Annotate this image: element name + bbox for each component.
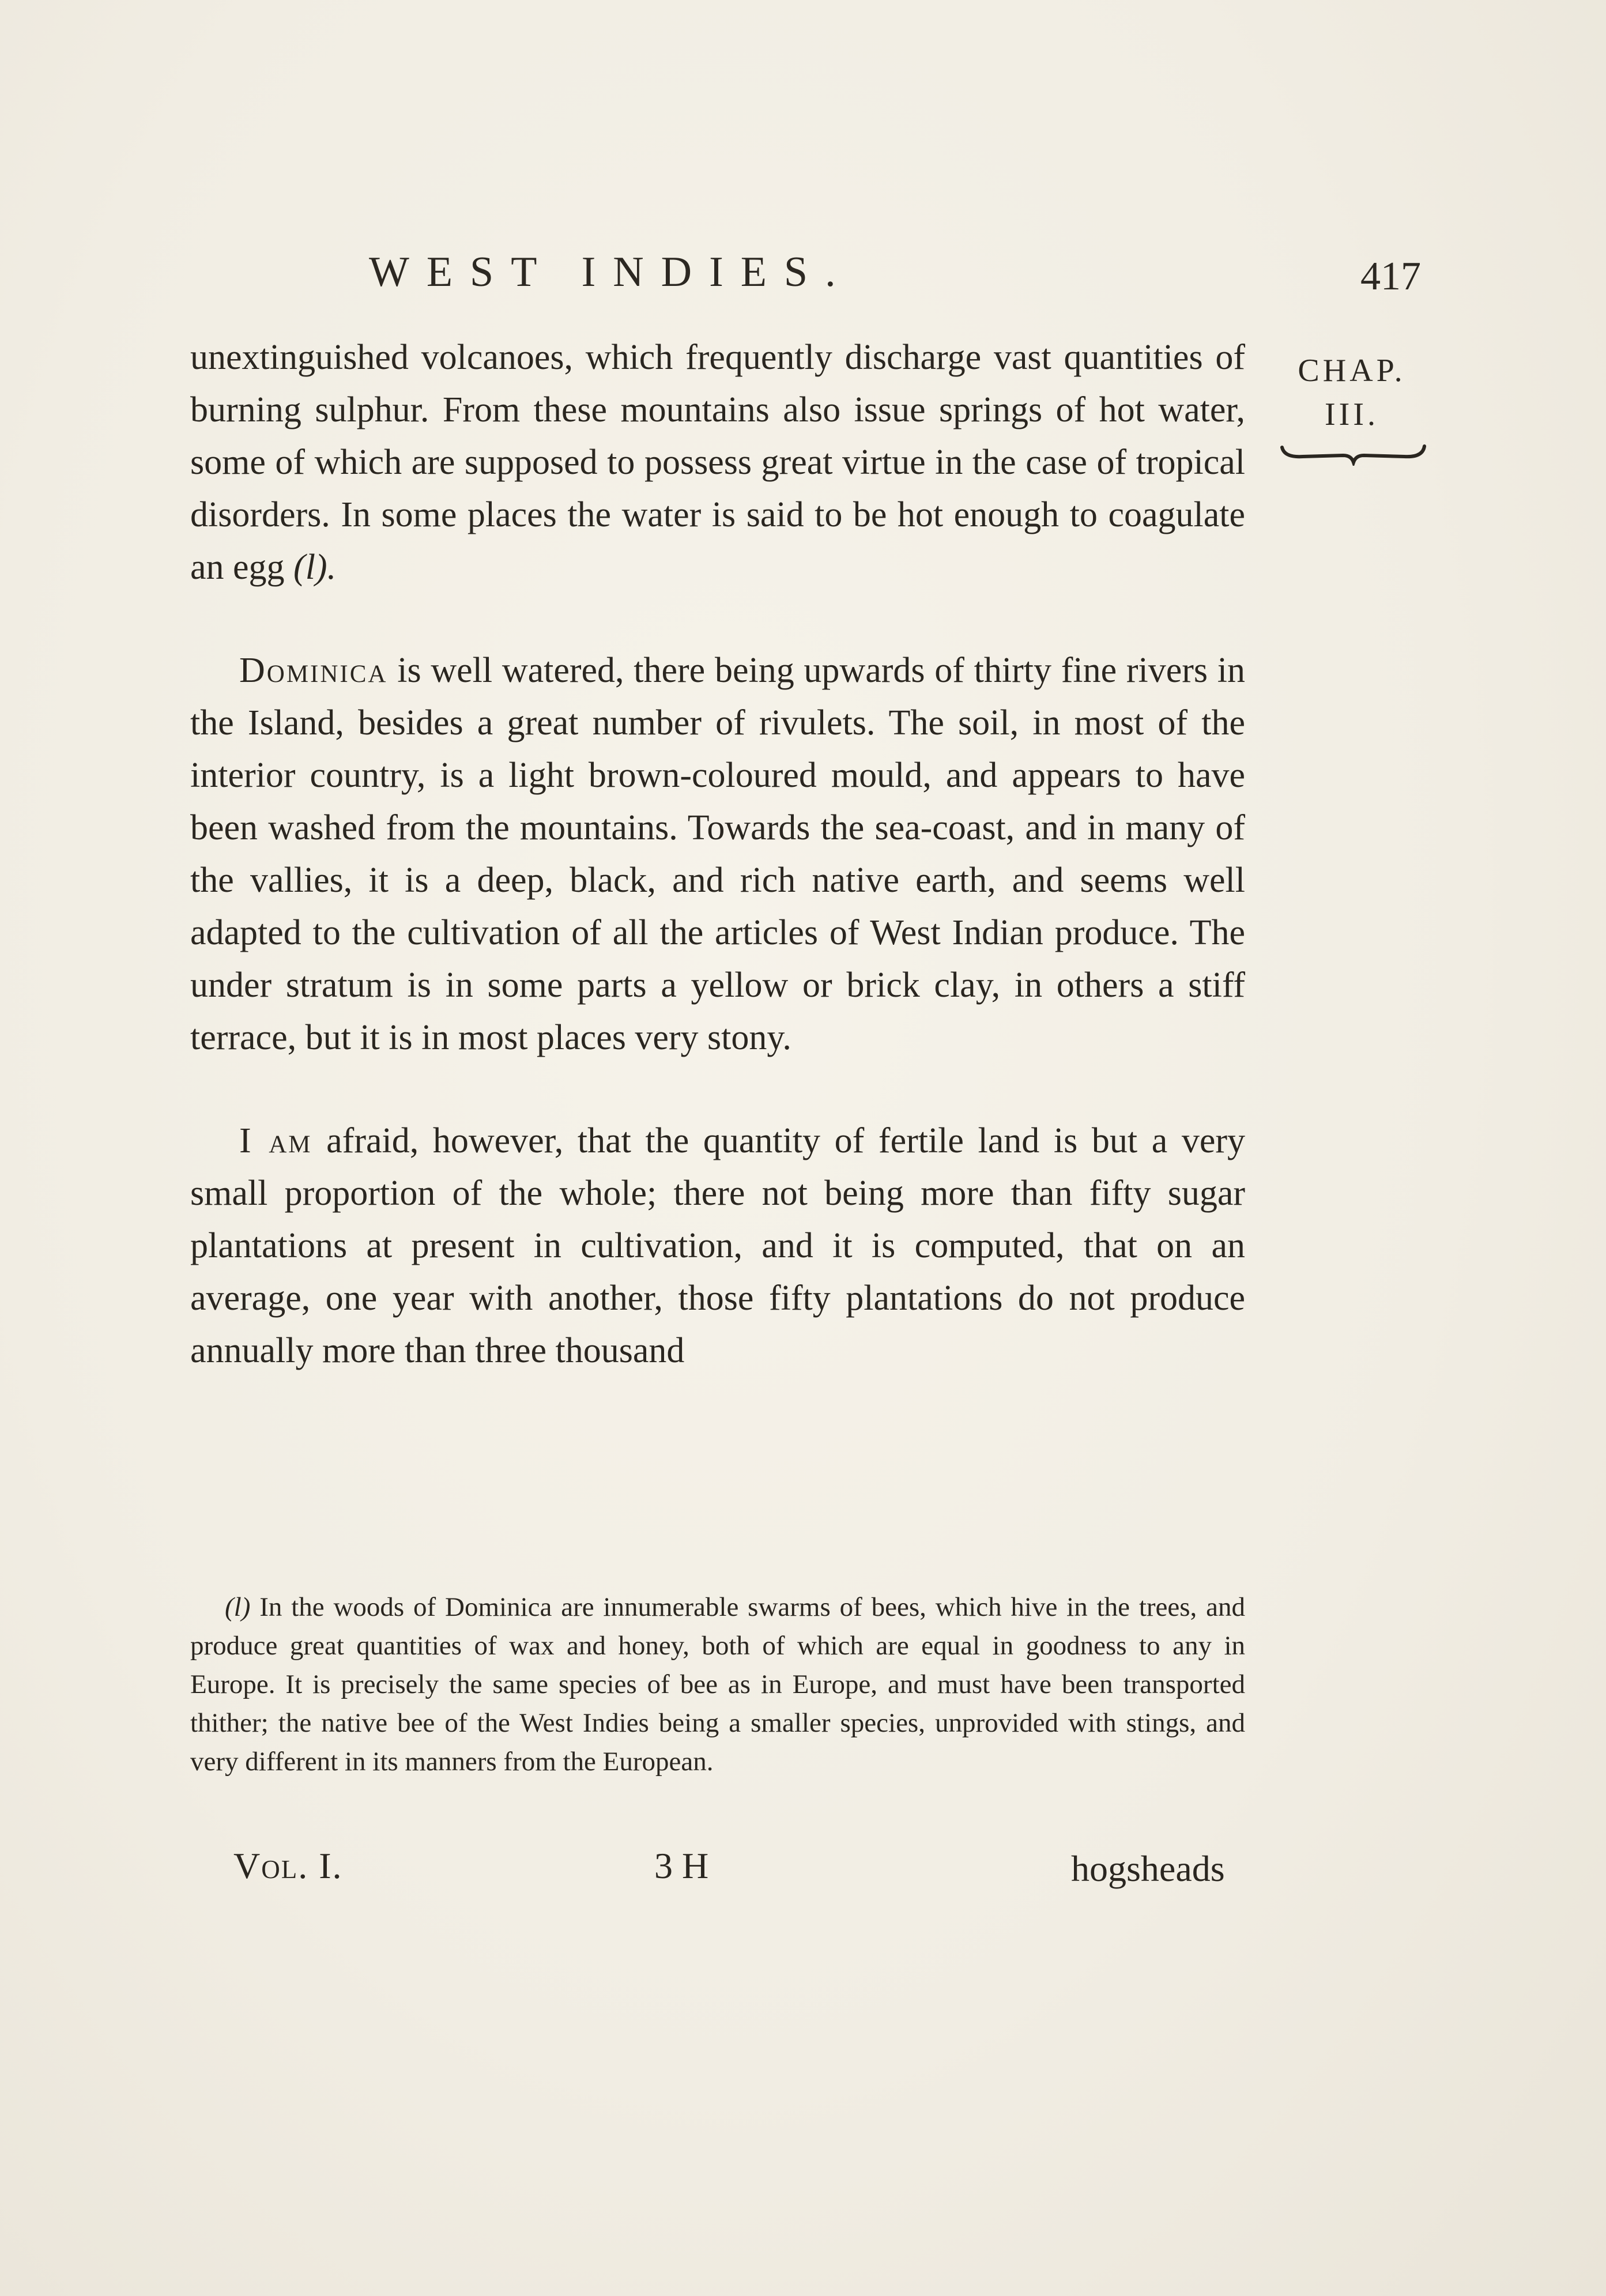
signature-mark: 3 H xyxy=(654,1845,709,1886)
main-text xyxy=(190,331,1245,1377)
paragraph-volcanoes xyxy=(190,331,1245,594)
page-number: 417 xyxy=(1360,254,1421,299)
paragraph-dominica xyxy=(190,644,1245,1064)
footnote xyxy=(190,1588,1245,1781)
chapter-number: III. xyxy=(1325,397,1379,432)
running-title: WEST INDIES. xyxy=(369,248,853,296)
volume-label: Vol. I. xyxy=(233,1845,343,1886)
paragraph-lead-word: I am xyxy=(239,1121,312,1160)
footnote-reference: (l). xyxy=(293,548,337,587)
paragraph-fertile-land xyxy=(190,1115,1245,1377)
chapter-margin-note xyxy=(1277,349,1427,436)
margin-brace-ornament xyxy=(1280,443,1427,466)
paragraph-text: unextinguished volcanoes, which frequently discharge vast quantities of burning sulphur. From these mountains also issue springs of hot water, some of which are supposed to possess great virtue in the case of tropical disorders. In some places the water is said to be hot enough to coagulate an egg xyxy=(190,338,1245,587)
paragraph-text: afraid, however, that the quantity of fertile land is but a very small proportion of the whole; there not being more than fifty sugar plantations at present in cultivation, and it is computed, that on an average, one year with another, those fifty plantations do not produce annually more than three thousand xyxy=(190,1121,1245,1370)
catchword: hogsheads xyxy=(1071,1848,1225,1889)
chapter-label: CHAP. xyxy=(1298,353,1406,389)
paragraph-lead-word: Dominica xyxy=(239,651,388,690)
paragraph-text: is well watered, there being upwards of thirty fine rivers in the Island, besides a great number of rivulets. The soil, in most of the interior country, is a light brown-coloured mould, and appears to have been washed from the mountains. Towards the sea-coast, and in many of the vallies, it is a deep, black, and rich native earth, and seems well adapted to the cultivation of all the articles of West Indian produce. The under stratum is in some parts a yellow or brick clay, in others a stiff terrace, but it is in most places very stony. xyxy=(190,651,1245,1057)
footnote-text: In the woods of Dominica are innumerable swarms of bees, which hive in the trees, and produce great quantities of wax and honey, both of which are equal in goodness to any in Europe. It is precisely the same species of bee as in Europe, and must have been transported thither; the native bee of the West Indies being a smaller species, unprovided with stings, and very different in its manners from the European. xyxy=(190,1592,1245,1777)
footnote-mark: (l) xyxy=(225,1592,251,1622)
